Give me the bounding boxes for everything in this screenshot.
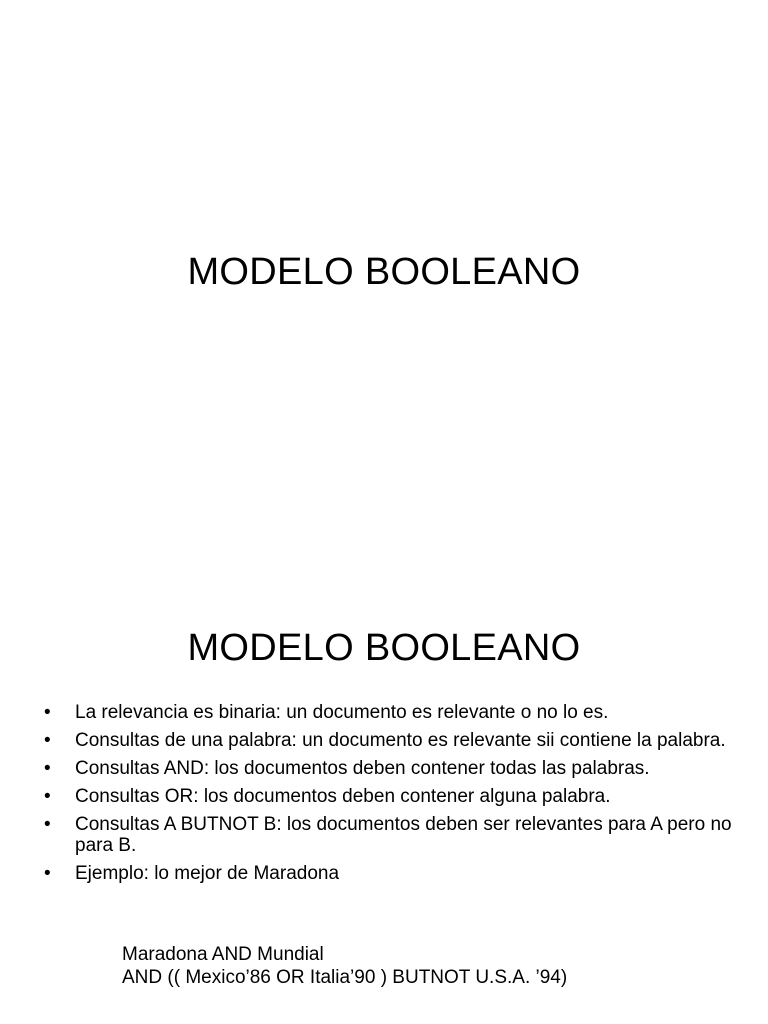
bullet-list [44,702,734,891]
bullet-text: Consultas A BUTNOT B: los documentos deben ser relevantes para A pero no para B. [75,814,732,856]
bullet-marker: • [44,702,51,723]
bullet-item [44,758,734,779]
bullet-marker: • [44,758,51,779]
bullet-text: Consultas OR: los documentos deben contener alguna palabra. [75,786,611,807]
bullet-text: Consultas de una palabra: un documento es relevante sii contiene la palabra. [75,730,726,751]
slide-content [0,576,768,1024]
bullet-marker: • [44,730,51,751]
bullet-item [44,863,734,884]
slide-content-heading: MODELO BOOLEANO [187,627,581,669]
bullet-text: La relevancia es binaria: un documento es relevante o no lo es. [75,702,609,723]
bullet-marker: • [44,786,51,807]
bullet-marker: • [44,814,51,835]
bullet-marker: • [44,863,51,884]
bullet-item [44,786,734,807]
bullet-text: Consultas AND: los documentos deben contener todas las palabras. [75,758,650,779]
bullet-item [44,702,734,723]
bullet-text: Ejemplo: lo mejor de Maradona [75,863,340,884]
bullet-item [44,814,734,856]
bullet-item [44,730,734,751]
example-query [122,943,567,989]
slide-title-heading: MODELO BOOLEANO [187,251,581,293]
example-line: AND (( Mexico’86 OR Italia’90 ) BUTNOT U.S.A. ’94) [122,967,568,988]
example-line: Maradona AND Mundial [122,944,324,965]
